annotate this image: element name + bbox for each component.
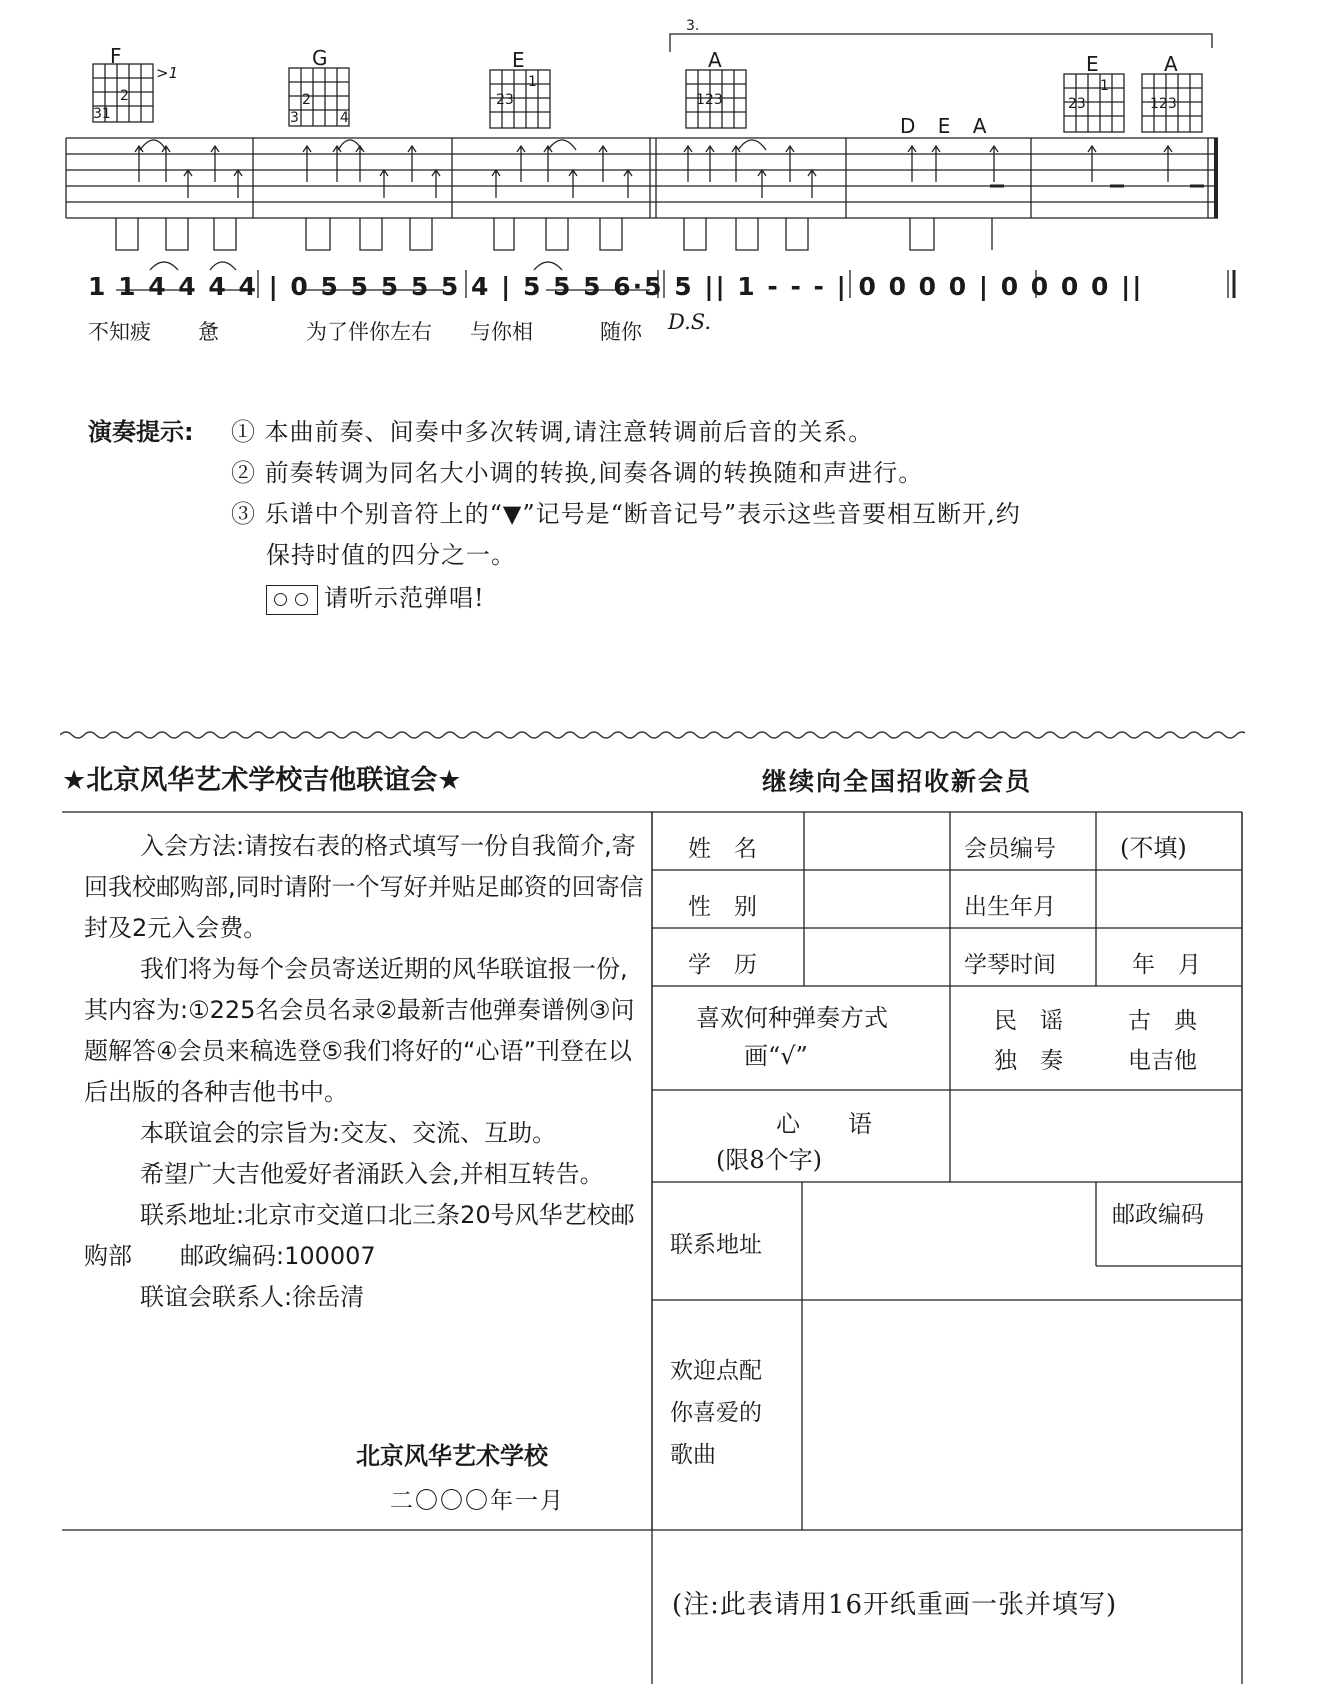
style-option-classical[interactable]: 古 典 xyxy=(1128,1008,1197,1034)
paragraph: 我们将为每个会员寄送近期的风华联谊报一份,其内容为:①225名会员名录②最新吉他弹奏谱例③问题解答④会员来稿选登⑤我们将好的“心语”刊登在以后出版的各种吉他书中。 xyxy=(84,955,635,1106)
chord-label-a2: A xyxy=(1164,52,1178,76)
fingering: 1 xyxy=(1100,78,1109,94)
lyric-line: 随你 xyxy=(600,320,642,344)
fingering: 123 xyxy=(1150,96,1177,112)
lyric-line: 为了伴你左右 xyxy=(306,320,432,344)
style-option-folk[interactable]: 民 谣 xyxy=(994,1008,1063,1034)
chord-label-a: A xyxy=(708,48,722,72)
slur-mark: >1 xyxy=(156,64,179,82)
lyric-line: 惫 xyxy=(198,320,219,344)
form-education-label: 学 历 xyxy=(688,952,757,978)
tip-listen xyxy=(266,578,485,619)
club-subtitle: 继续向全国招收新会员 xyxy=(762,767,1033,796)
chord-progression: D E A xyxy=(900,114,995,138)
song-request-field[interactable] xyxy=(806,1304,1240,1528)
chord-label-e: E xyxy=(512,48,525,72)
chord-diagrams xyxy=(93,64,1202,132)
fingering: 31 xyxy=(93,106,111,122)
signature-date: 二〇〇〇年一月 xyxy=(390,1488,565,1514)
chord-label-e2: E xyxy=(1086,52,1099,76)
form-study-time-value: 年 月 xyxy=(1132,952,1201,978)
style-option-electric[interactable]: 电吉他 xyxy=(1128,1048,1197,1074)
club-title: ★北京风华艺术学校吉他联谊会★ xyxy=(62,765,462,796)
fingering: 2 xyxy=(120,88,129,104)
song-request-line: 歌曲 xyxy=(670,1442,716,1468)
lyric-line: 与你相 xyxy=(470,320,533,344)
tip-item: 保持时值的四分之一。 xyxy=(266,541,516,569)
style-option-solo[interactable]: 独 奏 xyxy=(994,1048,1063,1074)
name-field[interactable] xyxy=(808,816,948,868)
wavy-divider xyxy=(60,728,1245,742)
guitar-score xyxy=(0,0,1324,360)
rhythm-beams xyxy=(116,218,992,250)
heart-words-field[interactable] xyxy=(954,1094,1242,1180)
fingering: 23 xyxy=(496,92,514,108)
tip-item: ② 前奏转调为同名大小调的转换,间奏各调的转换随和声进行。 xyxy=(231,459,924,487)
style-prompt-mark: 画“√” xyxy=(744,1042,808,1070)
form-member-no-label: 会员编号 xyxy=(964,836,1056,862)
education-field[interactable] xyxy=(808,932,948,984)
chord-label-f: F xyxy=(110,44,122,68)
tip-listen-text: 请听示范弹唱! xyxy=(324,584,485,612)
school-signature: 北京风华艺术学校 xyxy=(356,1442,548,1470)
volta-label: 3. xyxy=(686,18,700,34)
postcode-field[interactable] xyxy=(1100,1270,1242,1300)
fingering: 4 xyxy=(340,110,349,126)
paragraph: 本联谊会的宗旨为:交友、交流、互助。 xyxy=(140,1119,557,1147)
address-field[interactable] xyxy=(806,1186,1096,1298)
jianpu-notation: 1 1 4 4 4 4 | 0 5 5 5 5 5 4 | 5 5 5 6·5 5 || 1 - - - | 0 0 0 0 | 0 0 0 0 || xyxy=(88,272,1144,301)
paragraph: 希望广大吉他爱好者涌跃入会,并相互转告。 xyxy=(140,1160,604,1188)
song-request-line: 你喜爱的 xyxy=(670,1400,762,1426)
paragraph: 入会方法:请按右表的格式填写一份自我简介,寄回我校邮购部,同时请附一个写好并贴足邮资的回寄信封及2元入会费。 xyxy=(84,832,644,942)
heart-words-label: 心 语 xyxy=(776,1110,872,1138)
fingering: 1 xyxy=(528,74,537,90)
fingering: 123 xyxy=(696,92,723,108)
form-study-time-label: 学琴时间 xyxy=(964,952,1056,978)
fingering: 23 xyxy=(1068,96,1086,112)
ds-mark: D.S. xyxy=(668,310,712,334)
membership-info xyxy=(84,826,644,1318)
fingering: 3 xyxy=(290,110,299,126)
style-prompt: 喜欢何种弹奏方式 xyxy=(696,1004,888,1032)
birth-field[interactable] xyxy=(1100,874,1240,926)
fingering: 2 xyxy=(302,92,311,108)
form-name-label: 姓 名 xyxy=(688,836,757,862)
footnote: (注:此表请用16开纸重画一张并填写) xyxy=(672,1590,1118,1620)
heart-words-limit: (限8个字) xyxy=(716,1146,822,1174)
form-member-no-value: (不填) xyxy=(1120,834,1187,862)
form-birth-label: 出生年月 xyxy=(964,894,1056,920)
tips-title: 演奏提示: xyxy=(88,418,194,446)
chord-label-g: G xyxy=(312,46,328,70)
tab-staff-lines xyxy=(66,138,1218,218)
form-address-label: 联系地址 xyxy=(670,1232,762,1258)
tip-item: ③ 乐谱中个别音符上的“▼”记号是“断音记号”表示这些音要相互断开,约 xyxy=(231,500,1021,528)
tip-item: ① 本曲前奏、间奏中多次转调,请注意转调前后音的关系。 xyxy=(231,418,874,446)
paragraph: 联谊会联系人:徐岳清 xyxy=(140,1283,365,1311)
gender-field[interactable] xyxy=(808,874,948,926)
form-gender-label: 性 别 xyxy=(688,894,757,920)
lyric-line: 不知疲 xyxy=(88,320,151,344)
cassette-icon xyxy=(266,585,318,615)
paragraph: 联系地址:北京市交道口北三条20号风华艺校邮购部 邮政编码:100007 xyxy=(84,1201,635,1270)
score-staff-svg xyxy=(0,0,1324,360)
song-request-line: 欢迎点配 xyxy=(670,1358,762,1384)
form-postcode-label: 邮政编码 xyxy=(1112,1202,1204,1228)
